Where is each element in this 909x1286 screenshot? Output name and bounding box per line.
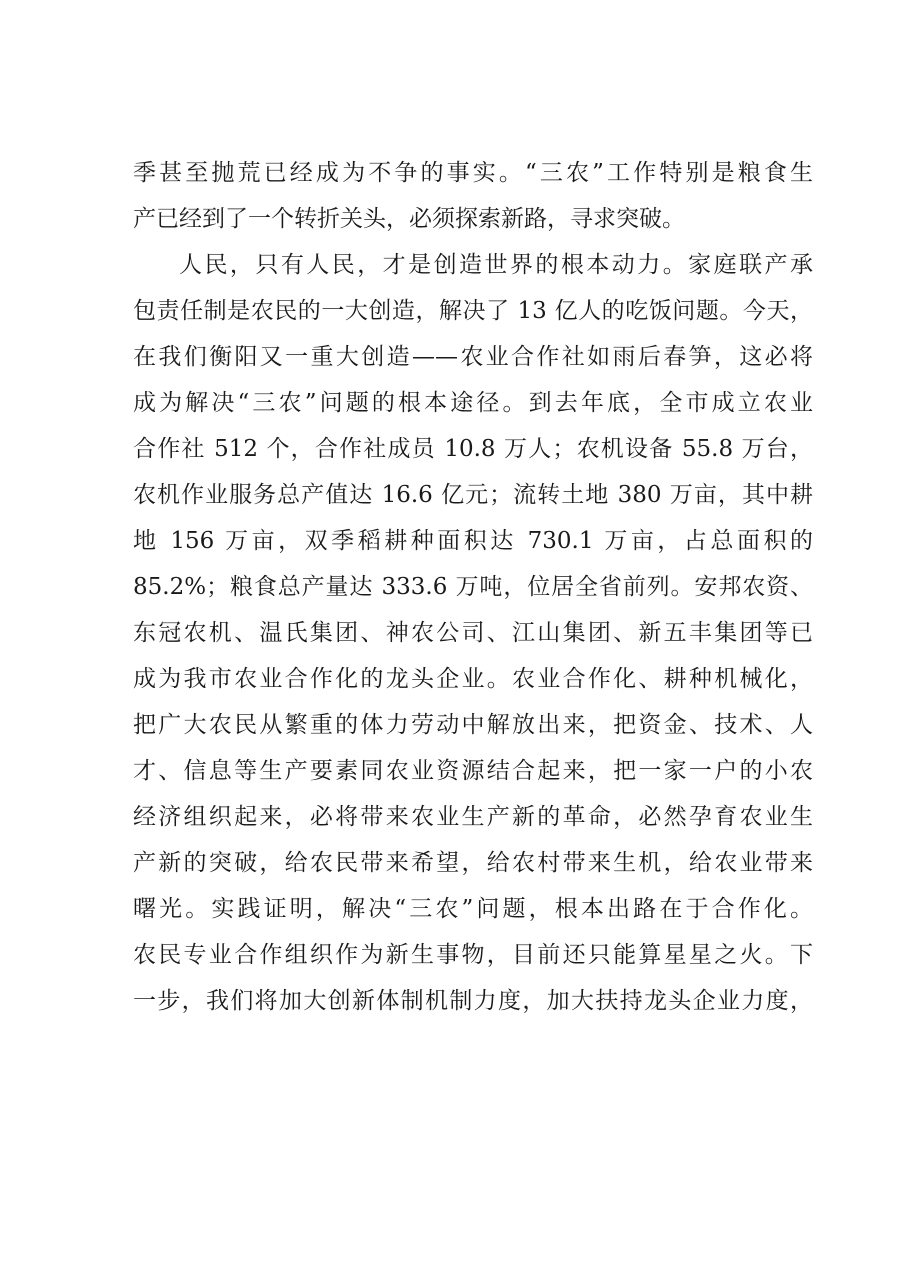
text-line: 合作社 512 个，合作社成员 10.8 万人；农机设备 55.8 万台， — [133, 436, 813, 462]
text-line: 一步，我们将加大创新体制机制力度，加大扶持龙头企业力度， — [133, 988, 813, 1014]
text-line: 产已经到了一个转折关头，必须探索新路，寻求突破。 — [133, 206, 685, 232]
text-line: 成为解决“三农”问题的根本途径。到去年底，全市成立农业 — [133, 390, 813, 416]
text-line: 才、信息等生产要素同农业资源结合起来，把一家一户的小农 — [133, 758, 813, 784]
text-line: 产新的突破，给农民带来希望，给农村带来生机，给农业带来 — [133, 850, 813, 876]
body-text — [133, 150, 813, 1024]
text-line: 在我们衡阳又一重大创造——农业合作社如雨后春笋，这必将 — [133, 344, 813, 370]
text-line: 包责任制是农民的一大创造，解决了 13 亿人的吃饭问题。今天， — [133, 298, 813, 324]
text-line: 季甚至抛荒已经成为不争的事实。“三农”工作特别是粮食生 — [133, 160, 813, 186]
text-line: 农机作业服务总产值达 16.6 亿元；流转土地 380 万亩，其中耕 — [133, 482, 813, 508]
text-line: 85.2%；粮食总产量达 333.6 万吨，位居全省前列。安邦农资、 — [133, 574, 813, 600]
text-line: 农民专业合作组织作为新生事物，目前还只能算星星之火。下 — [133, 942, 813, 968]
text-line: 成为我市农业合作化的龙头企业。农业合作化、耕种机械化， — [133, 666, 813, 692]
text-line: 经济组织起来，必将带来农业生产新的革命，必然孕育农业生 — [133, 804, 813, 830]
paragraph-first-line: 人民，只有人民，才是创造世界的根本动力。家庭联产承 — [179, 252, 813, 278]
text-line: 曙光。实践证明，解决“三农”问题，根本出路在于合作化。 — [133, 896, 813, 922]
text-line: 地 156 万亩，双季稻耕种面积达 730.1 万亩，占总面积的 — [133, 528, 813, 554]
text-line: 把广大农民从繁重的体力劳动中解放出来，把资金、技术、人 — [133, 712, 813, 738]
text-line: 东冠农机、温氏集团、神农公司、江山集团、新五丰集团等已 — [133, 620, 813, 646]
